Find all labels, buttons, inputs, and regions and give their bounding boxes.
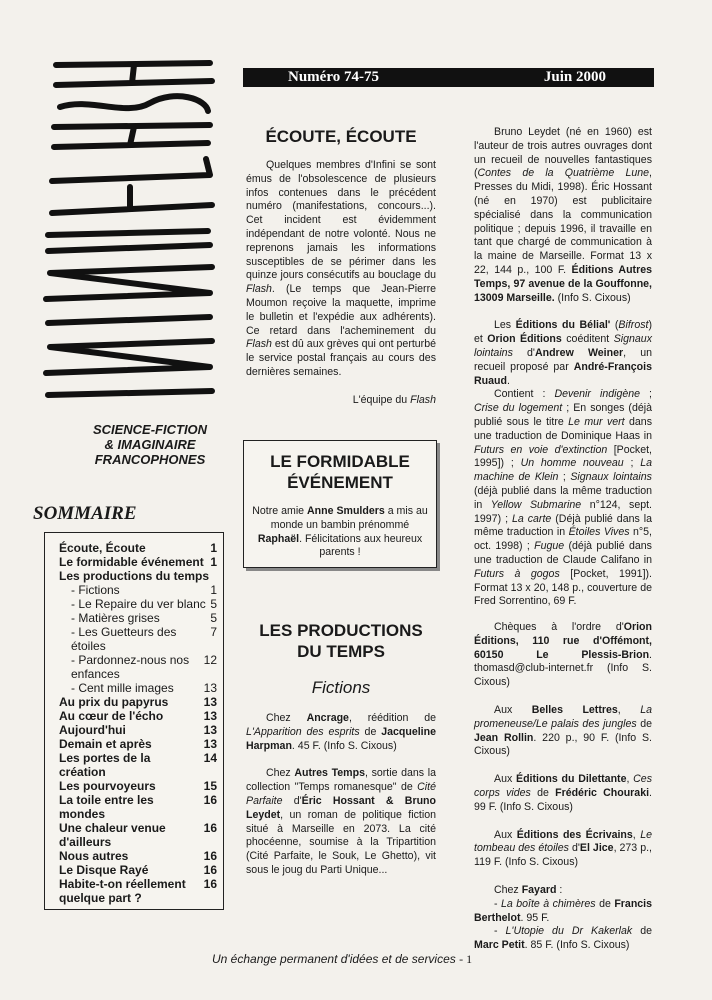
text-run: Jacqueline Harpman	[246, 725, 436, 752]
text-run: de	[530, 787, 556, 800]
issue-date: Juin 2000	[543, 69, 606, 85]
text-run: Belles Lettres	[531, 704, 618, 717]
text-run: L'Utopie du Dr Kakerlak	[505, 925, 633, 938]
article-heading: ÉCOUTE, ÉCOUTE	[265, 127, 417, 146]
text-run: Un homme nouveau	[520, 457, 624, 470]
toc-entry-title: Au prix du papyrus	[59, 695, 169, 709]
text-run: de	[632, 925, 652, 938]
toc-entry-page: 7	[210, 625, 217, 639]
text-run: (Info S. Cixous)	[554, 291, 631, 304]
toc-entry	[59, 709, 217, 723]
signature-prefix: L'équipe du	[352, 393, 411, 406]
toc-entry-title: Les portes de la création	[59, 751, 151, 779]
toc-entry	[59, 555, 217, 569]
text-run: Ces corps vides	[474, 773, 652, 800]
toc-entry-title: Nous autres	[59, 849, 129, 863]
toc-entry	[59, 779, 217, 793]
toc-entry	[59, 877, 217, 905]
text-run: Raphaël	[257, 532, 300, 545]
fictions-subheading: Fictions	[311, 678, 371, 697]
text-run: Aux	[494, 773, 516, 786]
text-run: de	[636, 717, 653, 730]
text-run: ,	[632, 828, 641, 841]
toc-entry-title: Les pourvoyeurs	[59, 779, 156, 793]
toc-entry-page: 13	[203, 723, 217, 737]
text-run: Futurs en voie d'extinction	[474, 443, 608, 456]
toc-entry-title: - Le Repaire du ver blanc	[71, 597, 206, 611]
text-run: (déjà publié dans une traduction de Claude Califano in	[474, 540, 652, 566]
toc-entry-page: 14	[203, 751, 217, 765]
toc-entry	[59, 849, 217, 863]
text-run: La machine de Klein	[474, 457, 652, 484]
infini-flash-logo	[30, 55, 230, 415]
event-body	[252, 505, 428, 560]
text-run: Fayard	[521, 884, 557, 897]
text-run: Étoiles Vives	[568, 526, 630, 539]
text-run: Notre amie	[252, 505, 308, 517]
toc-entry-title: - Cent mille images	[71, 681, 174, 695]
toc-entry-title: - Matières grises	[71, 611, 160, 625]
issue-number: Numéro 74-75	[288, 69, 379, 85]
text-run: Flash	[246, 283, 272, 296]
toc-entry-title: - Pardonnez-nous nos enfances	[71, 653, 190, 681]
text-run: La boîte à chimères	[501, 897, 596, 910]
text-run: ;	[558, 471, 571, 484]
event-box	[243, 440, 437, 568]
article-ecoute	[246, 126, 436, 406]
text-run: Anne Smulders	[307, 505, 385, 517]
right-p1	[474, 126, 652, 305]
toc-entry-page: 16	[203, 821, 217, 835]
toc-entry	[59, 751, 217, 779]
text-run: Contient :	[494, 388, 555, 401]
text-run: Andrew Weiner	[534, 346, 624, 359]
tagline-line: SCIENCE-FICTION	[92, 422, 208, 437]
text-run: .	[506, 374, 510, 387]
toc-entry-page: 13	[203, 709, 217, 723]
toc-entry-page: 13	[203, 681, 217, 695]
text-run: Aux	[494, 828, 517, 841]
right-p4	[474, 621, 652, 690]
text-run: d'	[512, 346, 535, 359]
text-run: , un recueil proposé par	[474, 346, 653, 373]
event-heading	[252, 451, 428, 493]
text-run: -	[494, 897, 501, 910]
text-run: Marc Petit	[474, 939, 525, 952]
text-run: n°5, oct. 1998) ;	[474, 526, 652, 553]
text-run: Chez	[266, 767, 295, 780]
text-run: ; En songes (déjà publié sous le titre	[474, 402, 652, 428]
text-run: est dû aux grèves qui ont perturbé le service postal français au cours des dernières semaines.	[246, 338, 436, 378]
text-run: . thomasd@club-internet.fr (Info S. Cixous)	[474, 648, 652, 689]
text-run: de	[595, 897, 615, 910]
text-run: (Déjà publié dans la même traduction in	[474, 512, 652, 539]
right-p6	[474, 773, 652, 814]
text-run: Éditions du Bélial'	[515, 319, 611, 332]
text-run: El Jice	[579, 842, 614, 855]
text-run: Frédéric Chouraki	[555, 787, 650, 800]
table-of-contents	[44, 532, 224, 910]
toc-entry	[59, 653, 217, 681]
text-run: Éric Hossant & Bruno Leydet	[246, 794, 436, 821]
toc-entry-title: La toile entre les mondes	[59, 793, 154, 821]
right-column	[474, 126, 652, 953]
text-run: Les	[494, 319, 516, 332]
text-run: , un roman de politique fiction situé à Marseille en 2073. La cité phocéenne, soumise à la Tripartition (Cité Parfaite, le Souk, Le Ghetto), vit sous le joug du Parti Unique...	[246, 808, 436, 876]
toc-entry-page: 13	[203, 737, 217, 751]
toc-entry-title: Une chaleur venue d'ailleurs	[59, 821, 166, 849]
toc-entry-title: - Fictions	[71, 583, 120, 597]
text-run: Le tombeau des étoiles	[474, 828, 652, 855]
text-run: Signaux lointains	[474, 333, 652, 359]
toc-entry-title: Habite-t-on réellement quelque part ?	[59, 877, 186, 905]
text-run: (déjà publié dans la même traduction in	[474, 484, 652, 511]
text-run: coéditent	[561, 333, 614, 346]
text-run: a mis au monde un bambin prénommé	[270, 505, 428, 531]
right-p5	[474, 704, 652, 759]
text-run: d'	[282, 794, 302, 807]
text-run: Éditions du Dilettante	[516, 773, 627, 786]
tagline	[60, 422, 240, 467]
text-run: . (Le temps que Jean-Pierre Moumon reçoive la maquette, imprime le bulletin et l'expédie aux adhérents). Ce retard dans l'acheminement du	[246, 283, 436, 337]
text-run: (	[610, 319, 619, 332]
text-run: :	[556, 884, 563, 897]
toc-entry-page: 5	[210, 611, 217, 625]
toc-entry	[59, 611, 217, 625]
text-run: [Pocket, 1991]). Format 13 x 20, 148 p., couverture de Fred Sorrentino, 69 F.	[474, 567, 652, 608]
text-run: ;	[623, 457, 641, 470]
text-run: dans une traduction de Dominique Haas in	[474, 415, 652, 442]
issue-bar	[243, 68, 654, 87]
toc-entry-title: Au cœur de l'écho	[59, 709, 164, 723]
text-run: Flash	[246, 338, 272, 351]
toc-entry	[59, 723, 217, 737]
right-p3	[474, 388, 652, 609]
toc-entry	[59, 541, 217, 555]
toc-entry-title: Demain et après	[59, 737, 152, 751]
fayard-item	[474, 898, 652, 926]
toc-entry-page: 1	[210, 555, 217, 569]
text-run: André-François Ruaud	[474, 360, 652, 387]
toc-entry-page: 16	[203, 863, 217, 877]
tagline-line: FRANCOPHONES	[94, 452, 206, 467]
toc-entry-title: - Les Guetteurs des étoiles	[71, 625, 177, 653]
productions-heading	[246, 620, 436, 662]
text-run: ,	[617, 704, 641, 717]
article-body	[246, 159, 436, 380]
text-run: de	[359, 725, 382, 738]
text-run: n°124, sept. 1997) ;	[474, 498, 652, 525]
article-signature	[246, 394, 436, 406]
text-run: Yellow Submarine	[490, 498, 582, 511]
toc-entry	[59, 821, 217, 849]
text-run: , sortie dans la collection "Temps romanesque" de	[246, 767, 436, 794]
signature-em: Flash	[410, 393, 436, 406]
text-run: Fugue	[534, 540, 565, 553]
text-run: . 85 F. (Info S. Cixous)	[524, 939, 630, 952]
right-p2	[474, 319, 652, 388]
text-run: . 220 p., 90 F. (Info S. Cixous)	[474, 731, 652, 758]
toc-entry	[59, 569, 217, 583]
text-run: Bruno Leydet (né en 1960) est l'auteur de trois autres ouvrages dont un recueil de nouvelles fantastiques (	[474, 126, 652, 180]
text-run: ;	[640, 388, 652, 401]
toc-entry-title: Le Disque Rayé	[59, 863, 149, 877]
text-run: La carte	[511, 512, 552, 525]
text-run: Jean Rollin	[474, 731, 534, 744]
toc-entry	[59, 597, 217, 611]
text-run: Devenir indigène	[554, 388, 641, 401]
text-run: Futurs à gogos	[474, 567, 560, 580]
toc-entry	[59, 737, 217, 751]
toc-entry-page: 16	[203, 793, 217, 807]
masthead-logo-icon	[30, 55, 230, 415]
text-run: ) et	[474, 319, 652, 346]
text-run: , 273 p., 119 F. (Info S. Cixous)	[474, 842, 652, 869]
text-run: Chez	[494, 884, 522, 897]
text-run: [Pocket, 1995]) ;	[474, 443, 652, 470]
text-run: L'Apparition des esprits	[246, 725, 360, 738]
footer-text: Un échange permanent d'idées et de services	[212, 952, 456, 966]
toc-entry-title: Aujourd'hui	[59, 723, 126, 737]
text-run: La promeneuse/Le palais des jungles	[474, 704, 653, 730]
toc-entry-title: Le formidable événement	[59, 555, 204, 569]
text-run: Quelques membres d'Infini se sont émus de l'obsolescence de plusieurs infos contenues dans le précédent numéro (manifestations, concours...). Cet incident est évidemment indépendant de notre volonté. Nous ne reprenons jamais les informations susceptibles de se périmer dans les quinze jours consécutifs au bouclage du	[246, 159, 436, 282]
text-run: Chez	[266, 712, 307, 724]
productions-p2	[246, 767, 436, 877]
toc-entry-page: 12	[203, 653, 217, 667]
tagline-line: & IMAGINAIRE	[104, 437, 196, 452]
text-run: Éditions des Écrivains	[516, 828, 633, 841]
toc-entry	[59, 863, 217, 877]
toc-entry-page: 1	[210, 583, 217, 597]
text-run: . Félicitations aux heureux parents !	[299, 532, 423, 559]
toc-entry-page: 13	[203, 695, 217, 709]
text-run: . 99 F. (Info S. Cixous)	[474, 787, 652, 813]
toc-entry	[59, 681, 217, 695]
footer	[212, 952, 492, 967]
fayard-heading	[474, 884, 652, 898]
text-run: Orion Éditions	[487, 333, 562, 346]
text-run: Signaux lointains	[570, 471, 652, 484]
text-run: Francis Berthelot	[474, 897, 653, 924]
toc-entry-page: 16	[203, 877, 217, 891]
text-run: d'	[568, 842, 580, 855]
sommaire-title: SOMMAIRE	[33, 503, 137, 524]
toc-entry	[59, 695, 217, 709]
text-run: Autres Temps	[294, 767, 365, 780]
text-run: Bifrost	[618, 319, 649, 332]
text-run: Cité Parfaite	[246, 781, 436, 807]
right-p7	[474, 829, 652, 870]
productions-p1	[246, 712, 436, 753]
event-heading-line: LE FORMIDABLE	[270, 452, 410, 471]
text-run: . 95 F.	[520, 911, 550, 924]
text-run: . 45 F. (Info S. Cixous)	[291, 739, 397, 752]
text-run: Crise du logement	[474, 402, 563, 415]
article-productions	[246, 620, 436, 878]
toc-entry-title: Les productions du temps	[59, 569, 210, 583]
productions-heading-line: DU TEMPS	[297, 642, 385, 661]
text-run: Aux	[494, 704, 532, 717]
text-run: Orion Éditions, 110 rue d'Offémont, 60150 Le Plessis-Brion	[474, 621, 652, 661]
text-run: ,	[626, 773, 634, 786]
toc-entry-page: 5	[210, 597, 217, 611]
toc-entry	[59, 793, 217, 821]
toc-entry-page: 1	[210, 541, 217, 555]
toc-entry-page: 16	[203, 849, 217, 863]
text-run: , réédition de	[348, 712, 436, 724]
toc-entry-page: 15	[203, 779, 217, 793]
text-run: Éditions Autres Temps, 97 avenue de la Gouffonne, 13009 Marseille.	[474, 263, 652, 304]
event-heading-line: ÉVÉNEMENT	[287, 473, 393, 492]
text-run: , Presses du Midi, 1998). Éric Hossant (né en 1970) est publicitaire spécialisé dans la communication politique ; depuis 1996, il travaille en tant que chargé de communication à la maine de Marseille. Format 13 x 22, 144 p., 100 F.	[474, 167, 652, 276]
productions-heading-line: LES PRODUCTIONS	[259, 621, 423, 640]
text-run: Le mur vert	[568, 415, 625, 428]
text-run: Ancrage	[306, 712, 349, 724]
toc-entry	[59, 583, 217, 597]
text-run: Contes de la Quatrième Lune	[477, 167, 650, 180]
text-run: -	[494, 925, 506, 938]
toc-entry	[59, 625, 217, 653]
text-run: Chèques à l'ordre d'	[494, 621, 624, 634]
page-number: - 1	[459, 952, 473, 966]
fayard-item	[474, 925, 652, 953]
toc-entry-title: Écoute, Écoute	[59, 541, 146, 555]
